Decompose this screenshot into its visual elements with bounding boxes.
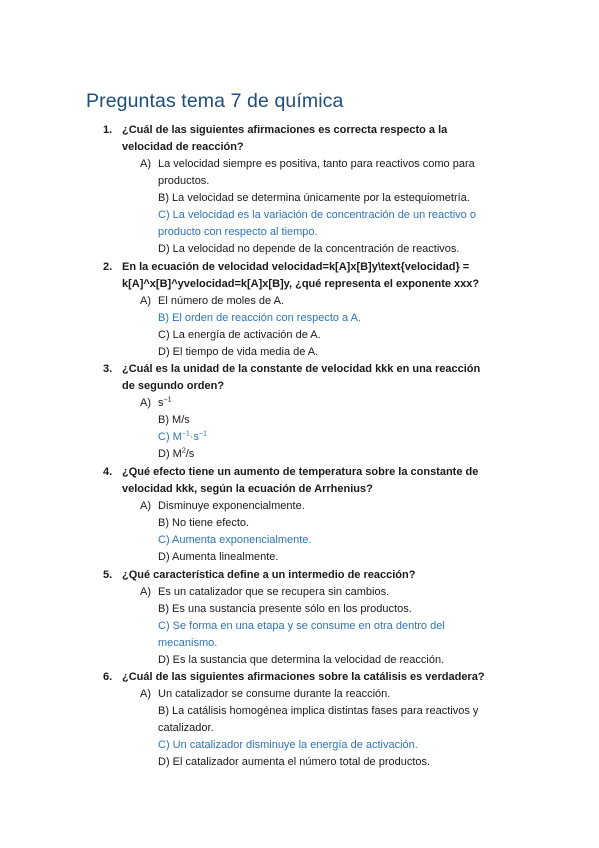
option-label: A) xyxy=(140,586,151,598)
option-label: A) xyxy=(140,158,151,170)
question-number: 3. xyxy=(103,363,113,375)
option-d: D) Aumenta linealmente. xyxy=(158,551,279,563)
option-label: A) xyxy=(140,500,151,512)
option-a xyxy=(140,498,498,515)
page-title: Preguntas tema 7 de química xyxy=(86,90,344,112)
option-superscript-2: −1 xyxy=(198,430,207,438)
option-b: B) Es una sustancia presente sólo en los productos. xyxy=(158,603,412,615)
question-number: 2. xyxy=(103,261,113,273)
option-a xyxy=(140,293,498,310)
option-c-correct: C) La velocidad es la variación de concentración de un reactivo o producto con respecto al tiempo. xyxy=(158,209,476,238)
question-text: ¿Cuál de las siguientes afirmaciones es correcta respecto a la velocidad de reacción? xyxy=(122,124,448,153)
option-d xyxy=(158,446,498,463)
option-text: D) M xyxy=(158,448,182,460)
question-number: 4. xyxy=(103,466,113,478)
question-text: ¿Qué característica define a un intermedio de reacción? xyxy=(122,569,416,581)
option-d: D) La velocidad no depende de la concentración de reactivos. xyxy=(158,243,460,255)
option-text: Un catalizador se consume durante la reacción. xyxy=(158,688,391,700)
option-b: B) M/s xyxy=(158,414,190,426)
option-c-correct: C) Aumenta exponencialmente. xyxy=(158,534,312,546)
option-superscript: −1 xyxy=(163,396,172,404)
option-label: A) xyxy=(140,688,151,700)
option-b: B) La catálisis homogénea implica distintas fases para reactivos y catalizador. xyxy=(158,705,479,734)
question-number: 6. xyxy=(103,671,113,683)
question-number: 5. xyxy=(103,569,113,581)
option-text-2: ·s xyxy=(189,431,199,443)
option-a xyxy=(140,584,498,601)
option-text: Disminuye exponencialmente. xyxy=(158,500,305,512)
option-superscript: −1 xyxy=(181,430,190,438)
option-c-correct: C) Se forma en una etapa y se consume en otra dentro del mecanismo. xyxy=(158,620,445,649)
option-d: D) Es la sustancia que determina la velocidad de reacción. xyxy=(158,654,445,666)
question-number: 1. xyxy=(103,124,113,136)
option-b: B) La velocidad se determina únicamente por la estequiometría. xyxy=(158,192,470,204)
option-text: El número de moles de A. xyxy=(158,295,284,307)
option-text: La velocidad siempre es positiva, tanto para reactivos como para productos. xyxy=(158,158,475,187)
option-b-correct: B) El orden de reacción con respecto a A. xyxy=(158,312,362,324)
option-label: A) xyxy=(140,295,151,307)
option-c-correct xyxy=(158,429,498,446)
question-text: ¿Qué efecto tiene un aumento de temperatura sobre la constante de velocidad kkk, según la ecuación de Arrhenius? xyxy=(122,466,479,495)
question-text: ¿Cuál de las siguientes afirmaciones sobre la catálisis es verdadera? xyxy=(122,671,485,683)
option-c-correct: C) Un catalizador disminuye la energía de activación. xyxy=(158,739,418,751)
question-text: ¿Cuál es la unidad de la constante de velocidad kkk en una reacción de segundo orden? xyxy=(122,363,481,392)
option-text: s xyxy=(158,397,164,409)
option-text-2: /s xyxy=(185,448,195,460)
option-text: Es un catalizador que se recupera sin cambios. xyxy=(158,586,390,598)
option-label: A) xyxy=(140,397,151,409)
option-d: D) El tiempo de vida media de A. xyxy=(158,346,319,358)
option-superscript: 2 xyxy=(181,447,186,455)
option-a xyxy=(140,156,498,190)
option-text: C) M xyxy=(158,431,182,443)
option-d: D) El catalizador aumenta el número total de productos. xyxy=(158,756,431,768)
option-a xyxy=(140,686,498,703)
option-b: B) No tiene efecto. xyxy=(158,517,250,529)
option-a xyxy=(140,395,498,412)
question-text: En la ecuación de velocidad velocidad=k[A]x[B]y\text{velocidad} = k[A]^x[B]^yvelocidad=k[A]x[B]y, ¿qué representa el exponente xxx? xyxy=(122,261,480,290)
option-c: C) La energía de activación de A. xyxy=(158,329,321,341)
